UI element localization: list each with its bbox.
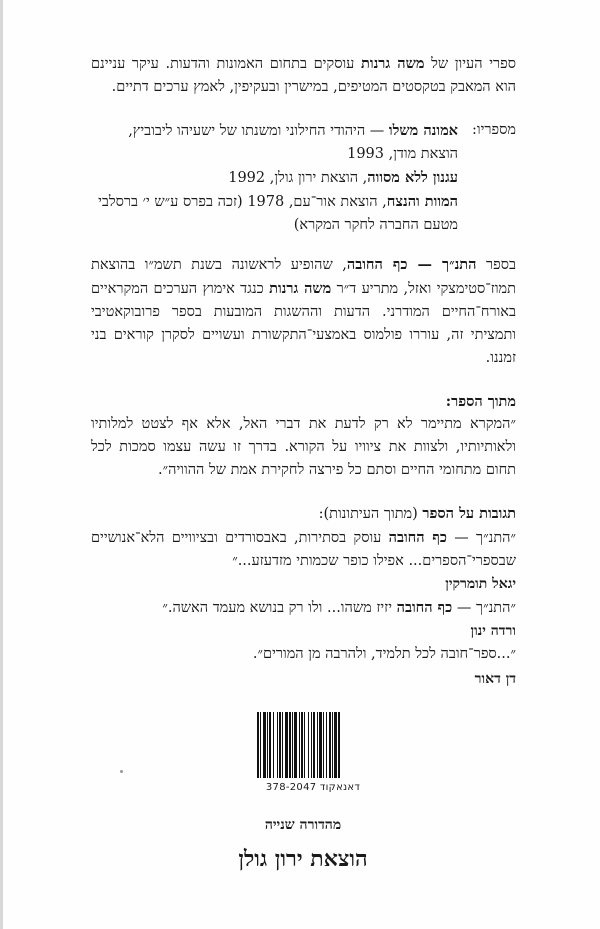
barcode-bar xyxy=(269,712,271,778)
barcode xyxy=(255,712,371,793)
barcode-bar xyxy=(301,712,303,778)
barcode-bar xyxy=(294,712,297,778)
barcode-bar xyxy=(289,712,291,778)
back-cover-text xyxy=(91,52,516,691)
work-item xyxy=(91,190,458,237)
barcode-bar xyxy=(323,712,324,778)
barcode-bar xyxy=(267,712,268,778)
about-author: משה גרנות xyxy=(269,280,332,297)
work-details: , הוצאת ירון גולן, 1992 xyxy=(228,170,368,186)
barcode-bar xyxy=(263,712,266,778)
barcode-bar xyxy=(311,712,312,778)
barcode-bar xyxy=(326,712,327,778)
barcode-bar xyxy=(299,712,300,778)
excerpt-text: ״המקרא מתיימר לא רק לדעת את דברי האל, אלא אף לצטט למלותיו ולאותיותיו, ולצוות את ציוויו על הקורא. בדרך זו עשה עצמו סמכות לכל תחום מתחומי החיים וסתם כל פירצה לחקירת אמת של ההוויה״. xyxy=(91,416,516,478)
barcode-bar xyxy=(292,712,293,778)
barcode-icon xyxy=(255,712,371,778)
work-title: המוות והנצח xyxy=(386,193,458,210)
barcode-bar xyxy=(260,712,261,778)
work-title: עגנון ללא מסווה xyxy=(367,169,458,186)
barcode-bar xyxy=(334,712,337,778)
works-section xyxy=(91,119,516,237)
reviews-heading-text: תגובות על הספר xyxy=(422,505,516,522)
review-quote-open: ״התנ״ך — xyxy=(446,530,517,546)
publisher-name: הוצאת ירון גולן xyxy=(238,846,368,872)
about-text-1: בספר xyxy=(476,257,516,273)
review-quote xyxy=(91,596,516,620)
work-details: — היהודי החילוני ומשנתו של ישעיהו ליבוביץ, הוצאת מודן, 1993 xyxy=(128,123,458,162)
work-title: אמונה משלו xyxy=(388,122,458,139)
barcode-bar xyxy=(279,712,281,778)
works-list xyxy=(91,119,458,237)
barcode-bar xyxy=(282,712,283,778)
barcode-bar xyxy=(277,712,278,778)
intro-text-1: ספרי העיון של xyxy=(424,56,516,72)
review-quote: ״...ספר־חובה לכל תלמיד, ולהרבה מן המורים״. xyxy=(252,646,516,662)
review-quote xyxy=(91,526,516,573)
review-quote-open: ״התנ״ך — xyxy=(452,600,516,616)
reviews-section xyxy=(91,502,516,691)
edition-label: מהדורה שנייה xyxy=(264,817,342,833)
about-text-3: כנגד אימוץ הערכים המקראיים באורח־החיים המודרני. הדעות וההשגות המובעות בספר פרובוקאטיבי ותמציתי זה, עוררו פולמוס באמצעי־התקשורת ועשויים לסקרן קוראים בני זמננו. xyxy=(91,281,516,366)
barcode-bar xyxy=(332,712,333,778)
excerpt-section xyxy=(91,390,516,482)
review-quote-text: עוסק בסתירות, באבסורדים ובציוויים הלא־אנושיים שבספרי־הספרים... אפילו כופר שכמותי מזדעזע...״ xyxy=(91,530,516,569)
review-author: דן דאור xyxy=(474,671,516,687)
work-item xyxy=(91,119,458,166)
review-book-title: כף החובה xyxy=(396,599,453,616)
barcode-bar xyxy=(273,712,274,778)
review-quote-text: יזיז משהו... ולו רק בנושא מעמד האשה.״ xyxy=(162,600,397,616)
review-author: ורדה ינון xyxy=(470,623,516,639)
works-label: מספריו: xyxy=(472,122,516,138)
barcode-bar xyxy=(329,712,331,778)
barcode-label: דאנאקוד 378-2047 xyxy=(265,782,361,793)
excerpt-heading: מתוך הספר: xyxy=(445,393,516,410)
work-details: , הוצאת אור־עם, 1978 (זכה בפרס ע״ש י׳ ברסלבי מטעם החברה לחקר המקרא) xyxy=(98,194,458,233)
about-text-2: , שהופיע לראשונה בשנת תשמ״ו בהוצאת תמוז־סטימצקי ואזל, מתריע ד״ר xyxy=(91,257,516,297)
barcode-bar xyxy=(319,712,322,778)
review-author: יגאל תומרקין xyxy=(445,576,516,592)
barcode-bar xyxy=(304,712,305,778)
intro-author: משה גרנות xyxy=(361,55,425,72)
barcode-bar xyxy=(285,712,288,778)
barcode-bar xyxy=(317,712,318,778)
print-speck xyxy=(120,770,123,773)
barcode-bar xyxy=(313,712,315,778)
review-book-title: כף החובה xyxy=(388,529,447,546)
about-book-title: התנ״ך — כף החובה xyxy=(346,256,477,273)
reviews-heading-sub: (מתוך העיתונות): xyxy=(318,506,423,522)
about-paragraph xyxy=(91,253,516,370)
barcode-bar xyxy=(338,712,340,778)
barcode-bar xyxy=(308,712,309,778)
reviews-heading xyxy=(91,502,516,526)
barcode-bar xyxy=(257,712,259,778)
intro-text-2: עוסקים בתחום האמונות והדעות. עיקר עניינם הוא המאבק בטקסטים המטיפים, במישרין ובעקיפין, לאמץ ערכים דתיים. xyxy=(91,56,516,95)
intro-paragraph xyxy=(91,52,516,99)
work-item xyxy=(91,166,458,190)
